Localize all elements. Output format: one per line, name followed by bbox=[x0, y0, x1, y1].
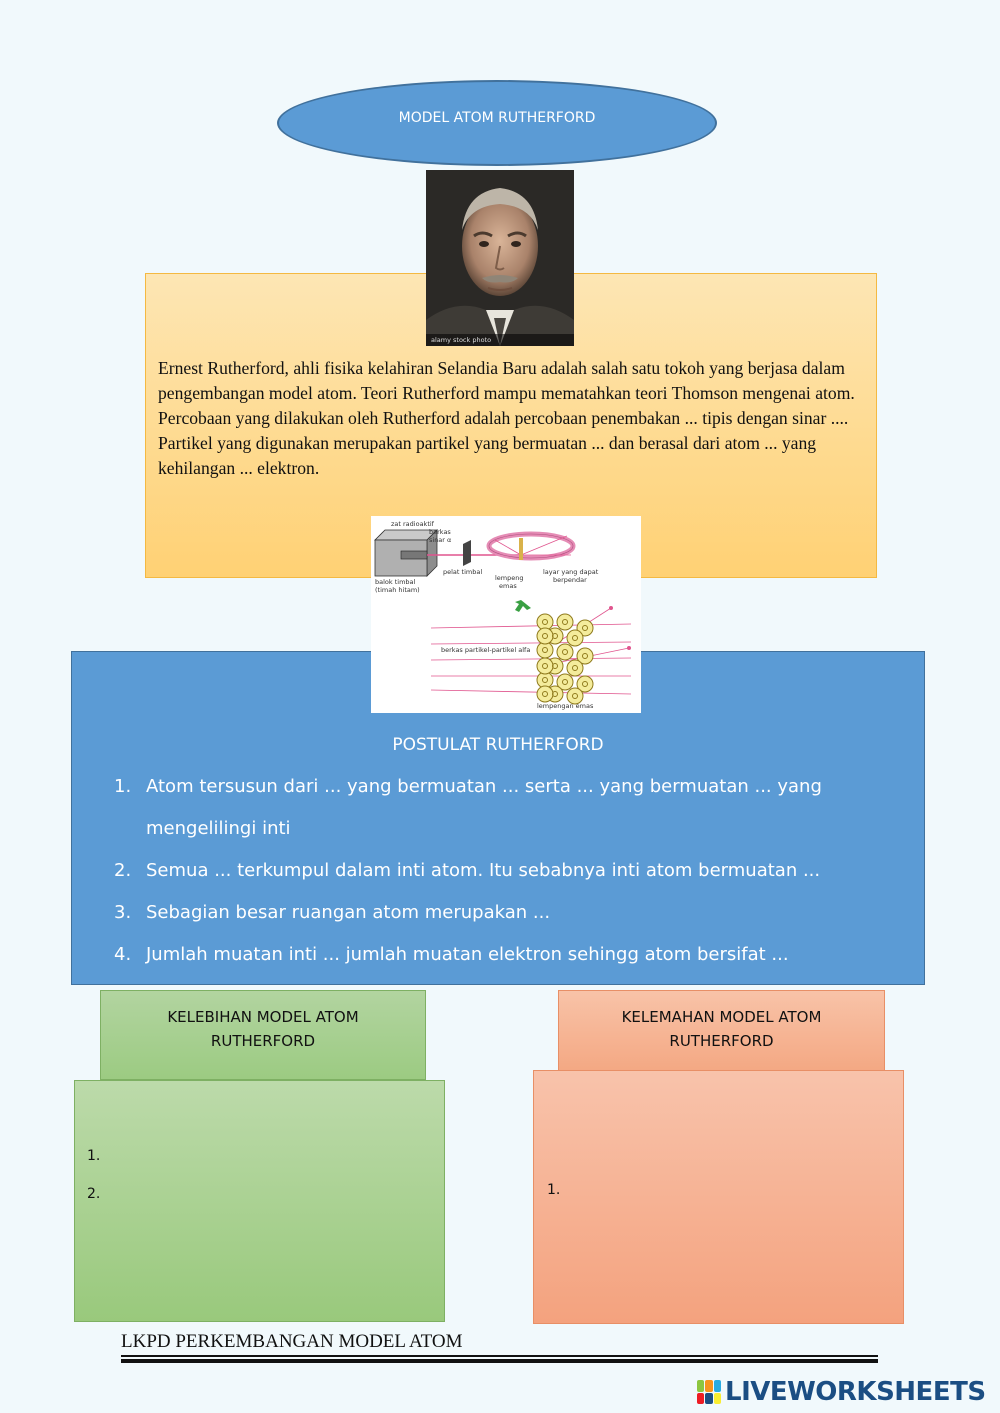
intro-paragraph: Ernest Rutherford, ahli fisika kelahiran Selandia Baru adalah salah satu tokoh yang berjasa dalam pengembangan model atom. Teori Rutherford mampu mematahkan teori Thomson mengenai atom. Percobaan yang dilakukan oleh Rutherford adalah percobaan penembakan ... tipis dengan sinar .... Partikel yang digunakan merupakan partikel yang bermuatan ... dan berasal dari atom ... yang kehilangan ... elektron. bbox=[158, 358, 855, 478]
label-berkas-partikel: berkas partikel-partikel alfa bbox=[441, 646, 531, 654]
liveworksheets-logo-icon bbox=[697, 1380, 721, 1404]
postulat-item-number: 3. bbox=[114, 902, 132, 923]
kelebihan-item-2[interactable]: 2. bbox=[87, 1186, 101, 1202]
lead-block-top bbox=[375, 530, 437, 540]
zoom-arrow bbox=[515, 600, 531, 612]
label-zat-radioaktif: zat radioaktif bbox=[391, 520, 434, 528]
kelemahan-item-1[interactable]: 1. bbox=[547, 1182, 561, 1198]
postulat-item-text: Atom tersusun dari ... yang bermuatan ... serta ... yang bermuatan ... yang bbox=[146, 776, 822, 797]
postulat-item-number: 2. bbox=[114, 860, 132, 881]
portrait-image bbox=[426, 170, 574, 346]
kelebihan-heading-line1: KELEBIHAN MODEL ATOM bbox=[167, 1008, 359, 1026]
gold-atoms bbox=[537, 614, 593, 704]
brand-name: LIVEWORKSHEETS bbox=[725, 1377, 986, 1407]
postulat-item-text: mengelilingi inti bbox=[146, 818, 291, 839]
experiment-illustration bbox=[371, 516, 641, 713]
kelebihan-heading-line2: RUTHERFORD bbox=[210, 1032, 316, 1050]
label-layar: layar yang dapat bbox=[543, 568, 599, 576]
kelemahan-heading-line2: RUTHERFORD bbox=[669, 1032, 774, 1050]
footer-divider bbox=[121, 1355, 878, 1357]
gold-foil bbox=[519, 538, 523, 560]
lead-block-hole bbox=[401, 551, 427, 559]
logo-square bbox=[705, 1393, 712, 1405]
portrait-credit: alamy stock photo bbox=[431, 336, 492, 344]
logo-square bbox=[697, 1393, 704, 1405]
rutherford-portrait bbox=[426, 170, 574, 346]
logo-square bbox=[714, 1393, 721, 1405]
postulat-item-text: Semua ... terkumpul dalam inti atom. Itu sebabnya inti atom bermuatan ... bbox=[146, 860, 821, 881]
label-timah-hitam: (timah hitam) bbox=[375, 586, 420, 594]
kelemahan-heading-line1: KELEMAHAN MODEL ATOM bbox=[621, 1008, 822, 1026]
label-pelat-timbal: pelat timbal bbox=[443, 568, 483, 576]
label-lempengan-emas: lempengan emas bbox=[537, 702, 594, 710]
lead-plate bbox=[463, 540, 471, 566]
label-lempeng: lempeng bbox=[495, 574, 524, 582]
label-berpendar: berpendar bbox=[553, 576, 587, 584]
postulat-item-text: Jumlah muatan inti ... jumlah muatan elektron sehingg atom bersifat ... bbox=[146, 944, 789, 965]
postulat-item-number: 1. bbox=[114, 776, 132, 797]
logo-square bbox=[714, 1380, 721, 1392]
label-emas: emas bbox=[499, 582, 517, 590]
page-title-text: MODEL ATOM RUTHERFORD bbox=[398, 110, 596, 126]
label-sinar-alfa: sinar α bbox=[429, 536, 452, 544]
kelemahan-answer-box[interactable] bbox=[533, 1070, 904, 1324]
kelebihan-heading bbox=[100, 990, 426, 1080]
liveworksheets-brand[interactable] bbox=[697, 1375, 986, 1409]
kelemahan-heading bbox=[558, 990, 885, 1072]
postulat-item-number: 4. bbox=[114, 944, 132, 965]
postulat-item-text: Sebagian besar ruangan atom merupakan ... bbox=[146, 902, 551, 923]
label-berkas: berkas bbox=[429, 528, 451, 536]
logo-square bbox=[705, 1380, 712, 1392]
kelebihan-answer-box[interactable] bbox=[74, 1080, 445, 1322]
postulat-title: POSTULAT RUTHERFORD bbox=[392, 735, 604, 755]
rutherford-experiment-diagram bbox=[371, 516, 641, 713]
page-title bbox=[277, 80, 717, 166]
footer-title: LKPD PERKEMBANGAN MODEL ATOM bbox=[121, 1331, 463, 1352]
logo-square bbox=[697, 1380, 704, 1392]
label-balok-timbal: balok timbal bbox=[375, 578, 416, 586]
kelebihan-item-1[interactable]: 1. bbox=[87, 1148, 101, 1164]
footer-divider-thick bbox=[121, 1359, 878, 1363]
